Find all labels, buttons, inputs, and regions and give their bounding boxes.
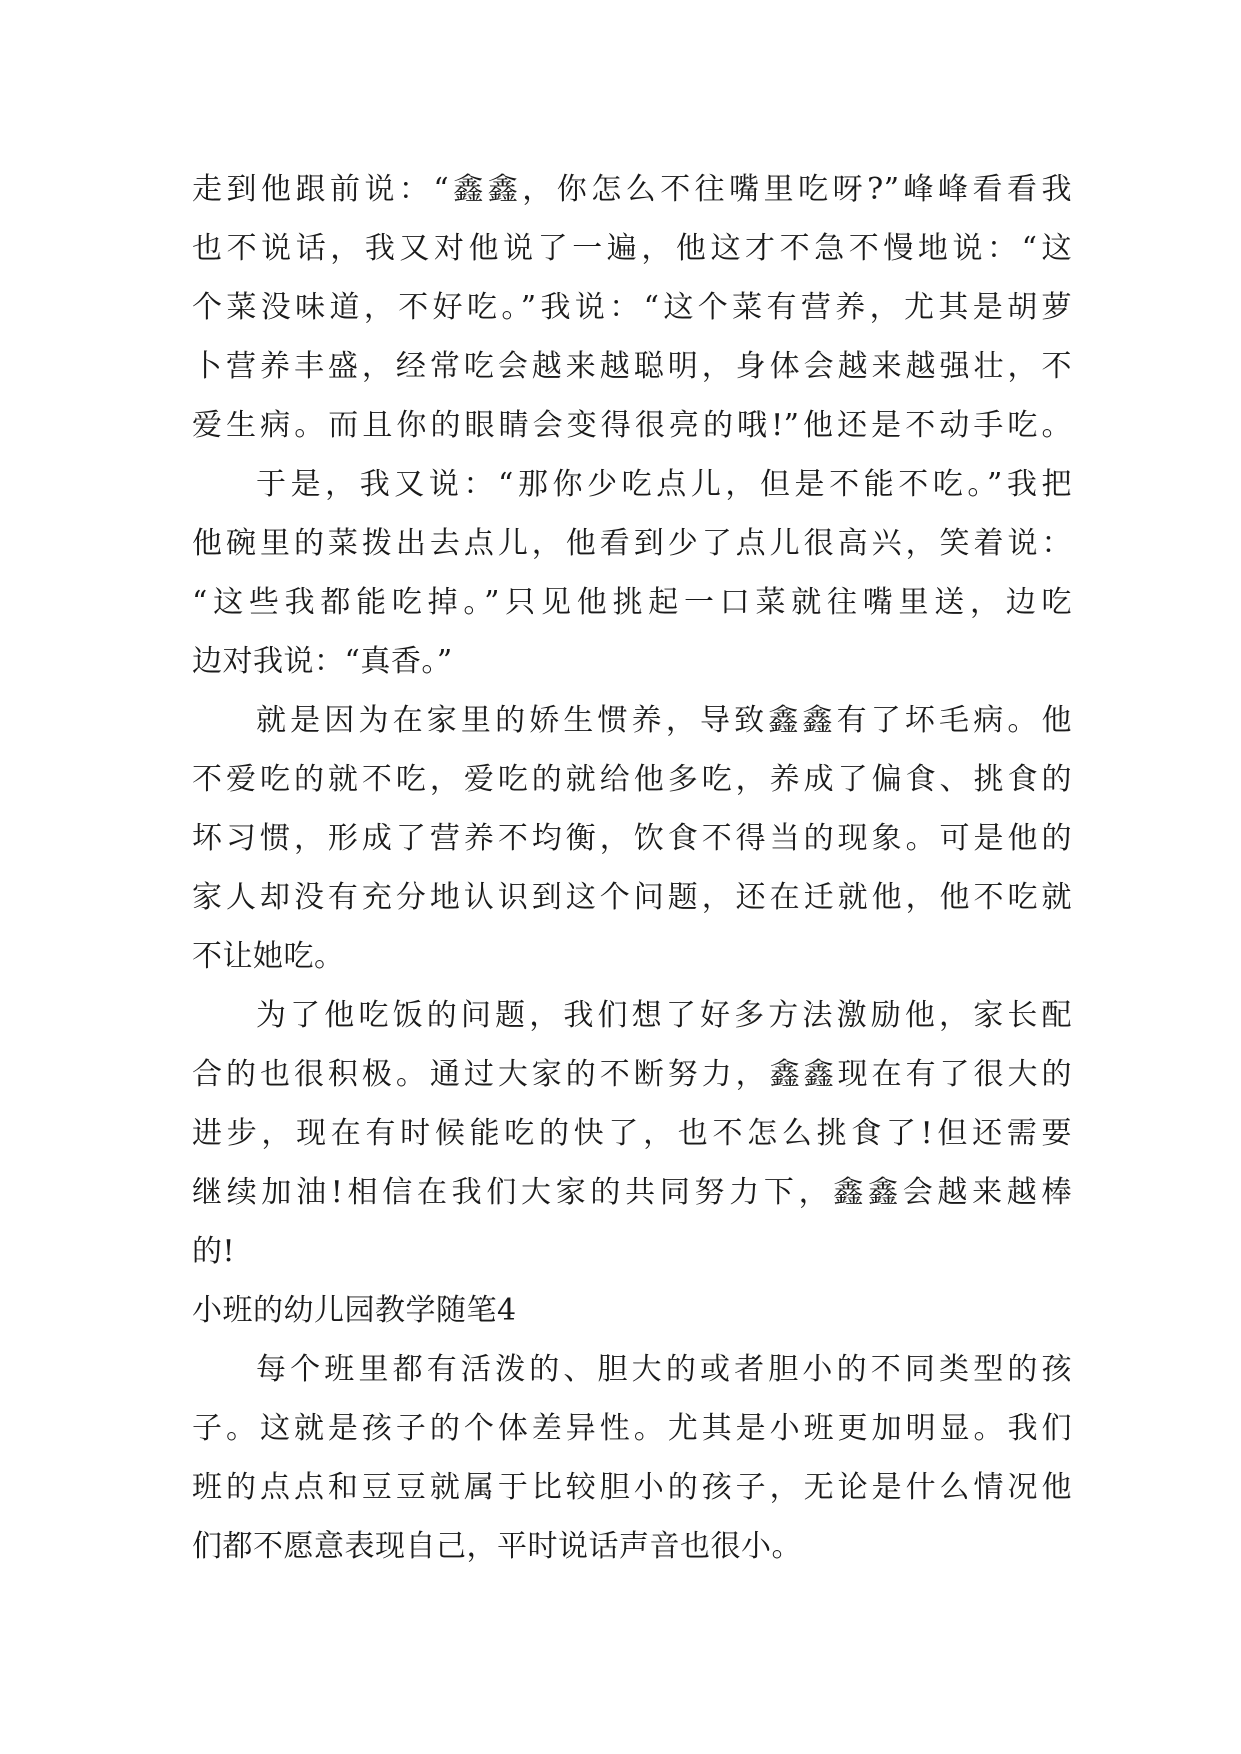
text-line: 他碗里的菜拨出去点儿，他看到少了点儿很高兴，笑着说： [192, 526, 1072, 561]
paragraph-last-line: 不让她吃。 [192, 939, 345, 974]
text-line: 也不说话，我又对他说了一遍，他这才不急不慢地说：“这 [192, 231, 1072, 266]
paragraph-first-line: 每个班里都有活泼的、胆大的或者胆小的不同类型的孩 [256, 1352, 1072, 1387]
text-line: 不爱吃的就不吃，爱吃的就给他多吃，养成了偏食、挑食的 [192, 762, 1072, 797]
paragraph-last-line: 边对我说：“真香。” [192, 644, 453, 679]
text-line: 卜营养丰盛，经常吃会越来越聪明，身体会越来越强壮，不 [192, 349, 1072, 384]
paragraph-first-line: 为了他吃饭的问题，我们想了好多方法激励他，家长配 [256, 998, 1072, 1033]
paragraph-first-line: 就是因为在家里的娇生惯养，导致鑫鑫有了坏毛病。他 [256, 703, 1072, 738]
text-line: 坏习惯，形成了营养不均衡，饮食不得当的现象。可是他的 [192, 821, 1072, 856]
text-line: 合的也很积极。通过大家的不断努力，鑫鑫现在有了很大的 [192, 1057, 1072, 1092]
text-line: 继续加油!相信在我们大家的共同努力下，鑫鑫会越来越棒 [192, 1175, 1072, 1210]
document-body [192, 160, 1072, 1576]
text-line: 进步，现在有时候能吃的快了，也不怎么挑食了!但还需要 [192, 1116, 1072, 1151]
text-line: 个菜没味道，不好吃。”我说：“这个菜有营养，尤其是胡萝 [192, 290, 1072, 325]
text-line: 家人却没有充分地认识到这个问题，还在迁就他，他不吃就 [192, 880, 1072, 915]
text-line: 子。这就是孩子的个体差异性。尤其是小班更加明显。我们 [192, 1411, 1072, 1446]
paragraph-first-line: 于是，我又说：“那你少吃点儿，但是不能不吃。”我把 [256, 467, 1072, 502]
text-line: 爱生病。而且你的眼睛会变得很亮的哦!”他还是不动手吃。 [192, 408, 1072, 443]
section-heading: 小班的幼儿园教学随笔4 [192, 1293, 517, 1328]
paragraph-last-line: 的! [192, 1234, 236, 1269]
text-line: “这些我都能吃掉。”只见他挑起一口菜就往嘴里送，边吃 [192, 585, 1072, 620]
paragraph-last-line: 们都不愿意表现自己，平时说话声音也很小。 [192, 1529, 802, 1564]
text-line: 走到他跟前说：“鑫鑫，你怎么不往嘴里吃呀?”峰峰看看我 [192, 172, 1072, 207]
text-line: 班的点点和豆豆就属于比较胆小的孩子，无论是什么情况他 [192, 1470, 1072, 1505]
